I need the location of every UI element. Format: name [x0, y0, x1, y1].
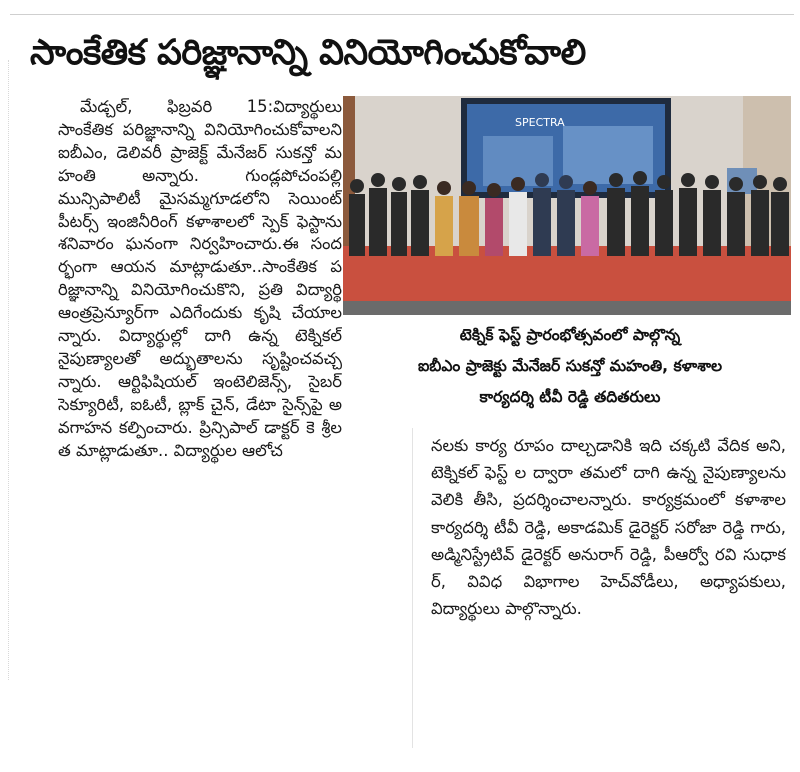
- photo-caption-line-2: ఐబీఎం ప్రాజెక్టు మేనేజర్ సుకన్తో మహంతి, కళాశాల: [417, 357, 723, 375]
- article-body-left-text: మేడ్చల్, ఫిబ్రవరి 15:విద్యార్థులు సాంకేతిక పరిజ్ఞానాన్ని వినియోగించుకోవాలని ఐబీఎం, డెలివరీ ప్రాజెక్ట్ మేనేజర్ సుకన్తో మహంతి అన్నారు. గుండ్లపోచంపల్లి మున్సిపాలిటీ మైసమ్మగూడలోని సెయింట్ పీటర్స్ ఇంజినీరింగ్ కళాశాలలో స్పెక్ ఫెస్టాను శనివారం ఘనంగా నిర్వహించారు.ఈ సందర్భంగా ఆయన మాట్లాడుతూ..సాంకేతిక పరిజ్ఞానాన్ని వినియోగించుకొని, ప్రతి విద్యార్థి ఆంత్రప్రెన్యూర్‌గా ఎదిగేందుకు కృషి చేయాలన్నారు. విద్యార్థుల్లో దాగి ఉన్న టెక్నికల్ నైపుణ్యాలతో అద్భుతాలను సృష్టించవచ్చన్నారు. ఆర్టిఫిషియల్ ఇంటెలిజెన్స్, సైబర్ సెక్యూరిటీ, ఐఓటీ, బ్లాక్ చైన్, డేటా సైన్స్‌పై అవగాహన కల్పించారు. ప్రిన్సిపాల్ డాక్టర్ కె శ్రీలత మాట్లాడుతూ.. విద్యార్థుల ఆలోచ: [58, 97, 342, 460]
- left-margin-fold: [0, 60, 9, 680]
- article-column-left: [58, 96, 342, 752]
- screen-text: SPECTRA: [515, 116, 565, 129]
- article-column-right: [431, 432, 786, 752]
- photo-caption: [351, 320, 789, 418]
- top-rule: [10, 14, 794, 15]
- article-body-left: [58, 96, 342, 463]
- headline: సాంకేతిక పరిజ్ఞానాన్ని వినియోగించుకోవాలి: [30, 33, 586, 73]
- group-photo-icon: [343, 96, 791, 315]
- photo-caption-line-1: టెక్నిక్ ఫెస్ట్ ప్రారంభోత్సవంలో పాల్గొన్న: [459, 326, 681, 344]
- event-photo: [343, 96, 791, 315]
- article-body-right: నలకు కార్య రూపం దాల్చడానికి ఇది చక్కటి వేదిక అని, టెక్నికల్ ఫెస్ట్ ల ద్వారా తమలో దాగి ఉన్న నైపుణ్యాలను వెలికి తీసి, ప్రదర్శించాలన్నారు. కార్యక్రమంలో కళాశాల కార్యదర్శి టీవీ రెడ్డి, అకాడమిక్ డైరెక్టర్ సరోజా రెడ్డి గారు, అడ్మినిస్ట్రేటివ్ డైరెక్టర్ అనురాగ్ రెడ్డి, పీఆర్వో రవి సుధాకర్, వివిధ విభాగాల హెచ్‌వోడీలు, అధ్యాపకులు, విద్యార్థులు పాల్గొన్నారు.: [431, 436, 786, 619]
- photo-caption-line-3: కార్యదర్శి టీవీ రెడ్డి తదితరులు: [479, 388, 661, 406]
- column-divider: [412, 428, 413, 748]
